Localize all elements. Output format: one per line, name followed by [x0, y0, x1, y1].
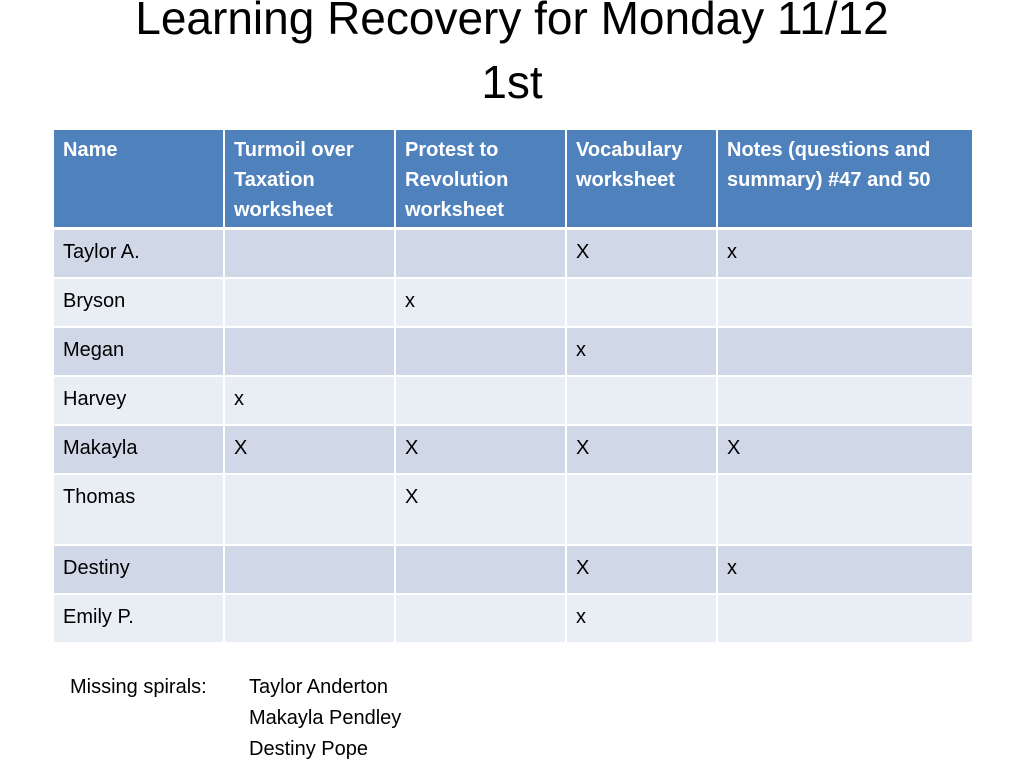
- cell-protest: X: [395, 425, 566, 474]
- header-protest-to-revolution: Protest to Revolution worksheet: [395, 129, 566, 229]
- cell-name: Harvey: [53, 376, 224, 425]
- cell-name: Taylor A.: [53, 229, 224, 279]
- cell-protest: x: [395, 278, 566, 327]
- missing-spirals-line-3: [70, 734, 401, 765]
- missing-spirals-name: Makayla Pendley: [249, 707, 402, 729]
- cell-vocabulary: X: [566, 229, 717, 279]
- cell-vocabulary: X: [566, 425, 717, 474]
- cell-turmoil: X: [224, 425, 395, 474]
- cell-protest: [395, 327, 566, 376]
- header-notes: Notes (questions and summary) #47 and 50: [717, 129, 973, 229]
- cell-vocabulary: [566, 474, 717, 545]
- cell-vocabulary: [566, 376, 717, 425]
- cell-protest: [395, 594, 566, 643]
- cell-turmoil: x: [224, 376, 395, 425]
- cell-turmoil: [224, 474, 395, 545]
- cell-notes: [717, 594, 973, 643]
- cell-notes: X: [717, 425, 973, 474]
- recovery-table: [52, 128, 974, 644]
- cell-notes: x: [717, 229, 973, 279]
- cell-notes: [717, 278, 973, 327]
- cell-notes: x: [717, 545, 973, 594]
- cell-protest: [395, 376, 566, 425]
- cell-vocabulary: [566, 278, 717, 327]
- header-turmoil-over-taxation: Turmoil over Taxation worksheet: [224, 129, 395, 229]
- cell-turmoil: [224, 229, 395, 279]
- cell-vocabulary: x: [566, 594, 717, 643]
- table-row: [53, 594, 973, 643]
- missing-spirals-line-1: [70, 672, 401, 703]
- table-row: [53, 474, 973, 545]
- missing-spirals-name: Taylor Anderton: [249, 676, 388, 698]
- missing-spirals-note: [70, 672, 401, 765]
- cell-name: Bryson: [53, 278, 224, 327]
- cell-name: Emily P.: [53, 594, 224, 643]
- cell-protest: X: [395, 474, 566, 545]
- table-row: [53, 229, 973, 279]
- missing-spirals-name: Destiny Pope: [249, 738, 368, 760]
- cell-protest: [395, 229, 566, 279]
- cell-turmoil: [224, 594, 395, 643]
- title-line-1: Learning Recovery for Monday 11/12: [135, 0, 889, 44]
- slide-title: [0, 0, 1024, 114]
- cell-notes: [717, 327, 973, 376]
- missing-spirals-line-2: [70, 703, 401, 734]
- table-row: [53, 425, 973, 474]
- cell-name: Destiny: [53, 545, 224, 594]
- cell-vocabulary: X: [566, 545, 717, 594]
- table-row: [53, 545, 973, 594]
- header-vocabulary: Vocabulary worksheet: [566, 129, 717, 229]
- cell-turmoil: [224, 545, 395, 594]
- header-row: [53, 129, 973, 229]
- table-row: [53, 327, 973, 376]
- table-row: [53, 376, 973, 425]
- cell-name: Megan: [53, 327, 224, 376]
- cell-name: Makayla: [53, 425, 224, 474]
- title-line-2: 1st: [481, 56, 543, 108]
- header-name: Name: [53, 129, 224, 229]
- cell-turmoil: [224, 278, 395, 327]
- cell-protest: [395, 545, 566, 594]
- cell-notes: [717, 376, 973, 425]
- table-row: [53, 278, 973, 327]
- missing-spirals-label: Missing spirals:: [70, 676, 207, 698]
- cell-name: Thomas: [53, 474, 224, 545]
- cell-vocabulary: x: [566, 327, 717, 376]
- cell-notes: [717, 474, 973, 545]
- cell-turmoil: [224, 327, 395, 376]
